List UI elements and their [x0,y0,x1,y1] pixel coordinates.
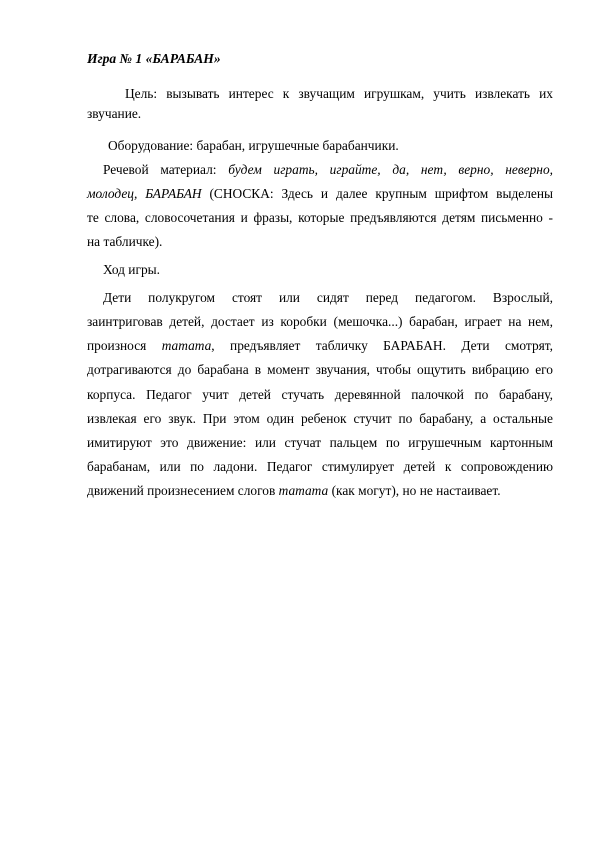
game-title: Игра № 1 «БАРАБАН» [87,51,221,66]
paragraph-line: Ход игры. [103,262,160,277]
paragraph-line: дотрагиваются до барабана в момент звучания, чтобы ощутить вибрацию его [87,362,553,377]
paragraph-line: корпуса. Педагог учит детей стучать деревянной палочкой по барабану, [87,387,553,402]
paragraph-line: Дети полукругом стоят или сидят перед педагогом. Взрослый, [103,290,553,305]
paragraph-line: звучание. [87,106,142,121]
paragraph-line: те слова, словосочетания и фразы, которые предъявляются детям письменно - [87,210,553,225]
paragraph-line: заинтриговав детей, достает из коробки (мешочка...) барабан, играет на нем, [87,314,553,329]
paragraph-line: на табличке). [87,234,163,249]
paragraph-line: молодец, БАРАБАН (СНОСКА: Здесь и далее крупным шрифтом выделены [87,186,553,201]
paragraph-line: движений произнесением слогов татата (как могут), но не настаивает. [87,483,501,498]
paragraph-line: извлекая его звук. При этом один ребенок стучит по барабану, а остальные [87,411,553,426]
paragraph-line: барабанам, или по ладони. Педагог стимулирует детей к сопровождению [87,459,553,474]
paragraph-line: Цель: вызывать интерес к звучащим игрушкам, учить извлекать их [125,86,553,101]
paragraph-line: имитируют это движение: или стучат пальцем по игрушечным картонным [87,435,553,450]
paragraph-line: произнося татата, предъявляет табличку БАРАБАН. Дети смотрят, [87,338,553,353]
paragraph-line: Речевой материал: будем играть, играйте, да, нет, верно, неверно, [103,162,553,177]
paragraph-line: Оборудование: барабан, игрушечные барабанчики. [108,138,399,153]
